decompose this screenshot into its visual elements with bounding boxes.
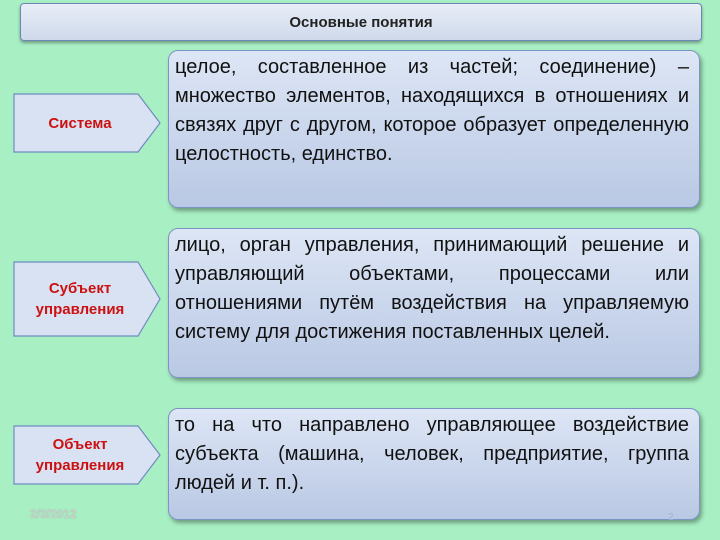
- definition-text-object: то на что направлено управляющее воздействие субъекта (машина, человек, предприятие, группа людей и т. п.).: [175, 414, 689, 494]
- term-shape-object: [12, 424, 162, 486]
- term-label-subject: Субъект управления: [35, 280, 125, 318]
- term-shape-system: [12, 92, 162, 154]
- term-label-system: Система: [48, 114, 112, 132]
- slide-title: Основные понятия: [289, 13, 433, 31]
- term-label-object: Объект управления: [35, 436, 125, 474]
- definition-box-object: [168, 408, 700, 520]
- page-number: 2: [668, 512, 674, 523]
- slide-date: 2/3/2012: [30, 507, 77, 521]
- definition-text-subject: лицо, орган управления, принимающий решение и управляющий объектами, процессами или отношениями путём воздействия на управляемую систему для достижения поставленных целей.: [175, 234, 689, 343]
- definition-box-subject: [168, 228, 700, 378]
- term-shape-subject: [12, 260, 162, 338]
- slide-title-bar: [20, 3, 702, 41]
- definition-box-system: [168, 50, 700, 208]
- definition-text-system: целое, составленное из частей; соединение) – множество элементов, находящихся в отношениях и связях друг с другом, которое образует определенную целостность, единство.: [175, 56, 689, 165]
